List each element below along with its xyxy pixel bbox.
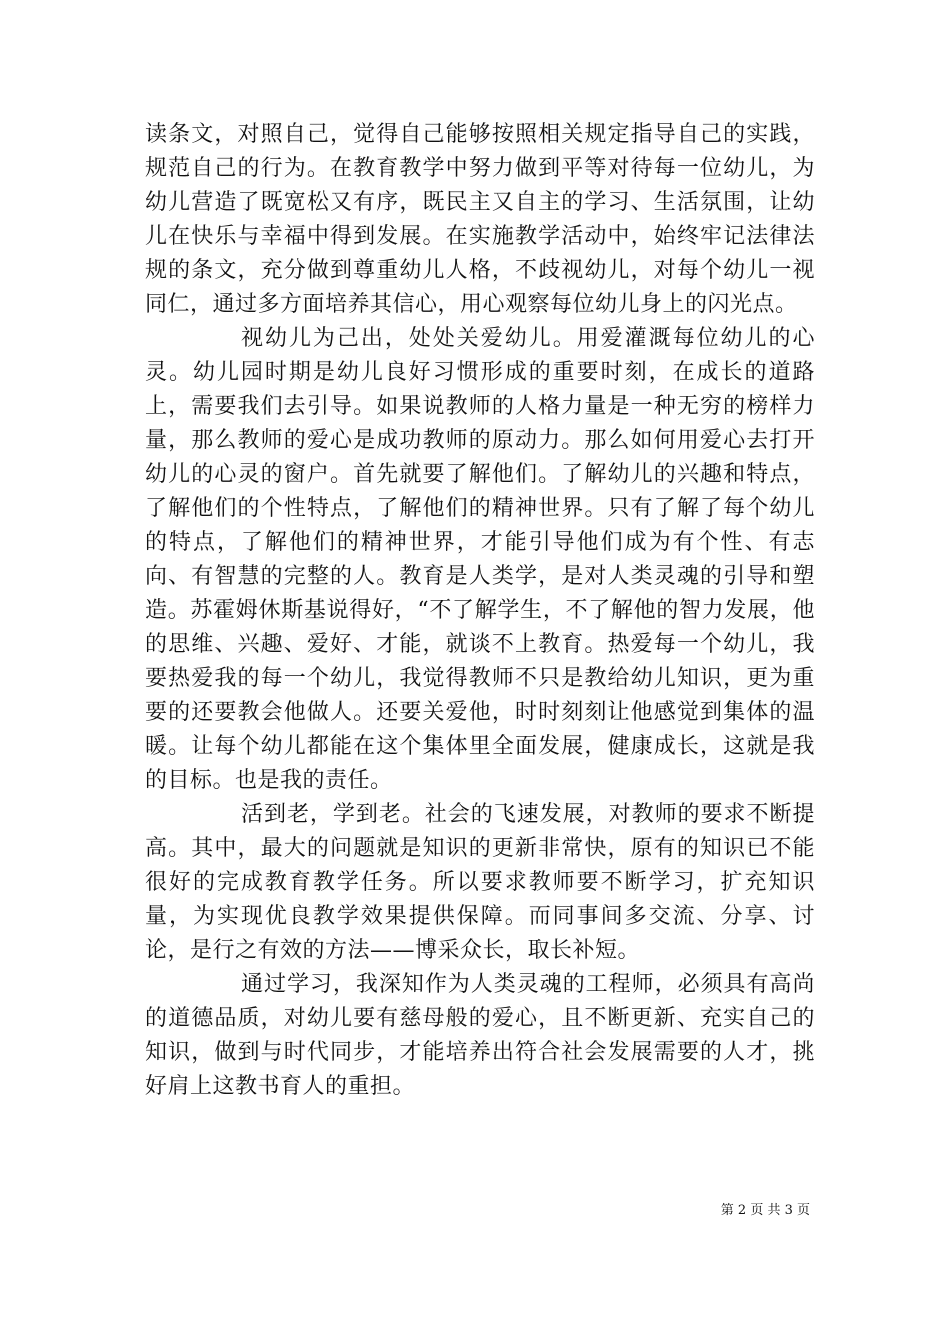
paragraph-1: 读条文，对照自己，觉得自己能够按照相关规定指导自己的实践，规范自己的行为。在教育教学中努力做到平等对待每一位幼儿，为幼儿营造了既宽松又有序，既民主又自主的学习、生活氛围，让幼儿在快乐与幸福中得到发展。在实施教学活动中，始终牢记法律法规的条文，充分做到尊重幼儿人格，不歧视幼儿，对每个幼儿一视同仁，通过多方面培养其信心，用心观察每位幼儿身上的闪光点。 [145, 122, 815, 317]
paragraph-3: 活到老，学到老。社会的飞速发展，对教师的要求不断提高。其中，最大的问题就是知识的更新非常快，原有的知识已不能很好的完成教育教学任务。所以要求教师要不断学习，扩充知识量，为实现优良教学效果提供保障。而同事间多交流、分享、讨论，是行之有效的方法——博采众长，取长补短。 [145, 802, 815, 963]
paragraph-2: 视幼儿为己出，处处关爱幼儿。用爱灌溉每位幼儿的心灵。幼儿园时期是幼儿良好习惯形成的重要时刻，在成长的道路上，需要我们去引导。如果说教师的人格力量是一种无穷的榜样力量，那么教师的爱心是成功教师的原动力。那么如何用爱心去打开幼儿的心灵的窗户。首先就要了解他们。了解幼儿的兴趣和特点，了解他们的个性特点，了解他们的精神世界。只有了解了每个幼儿的特点，了解他们的精神世界，才能引导他们成为有个性、有志向、有智慧的完整的人。教育是人类学，是对人类灵魂的引导和塑造。苏霍姆休斯基说得好，“不了解学生，不了解他的智力发展，他的思维、兴趣、爱好、才能，就谈不上教育。热爱每一个幼儿，我要热爱我的每一个幼儿，我觉得教师不只是教给幼儿知识，更为重要的还要教会他做人。还要关爱他，时时刻刻让他感觉到集体的温暖。让每个幼儿都能在这个集体里全面发展，健康成长，这就是我的目标。也是我的责任。 [145, 326, 815, 793]
paragraph-4: 通过学习，我深知作为人类灵魂的工程师，必须具有高尚的道德品质，对幼儿要有慈母般的爱心，且不断更新、充实自己的知识，做到与时代同步，才能培养出符合社会发展需要的人才，挑好肩上这教书育人的重担。 [145, 972, 815, 1099]
body-text [145, 118, 815, 1104]
page-number-footer: 第 2 页 共 3 页 [720, 1203, 810, 1218]
